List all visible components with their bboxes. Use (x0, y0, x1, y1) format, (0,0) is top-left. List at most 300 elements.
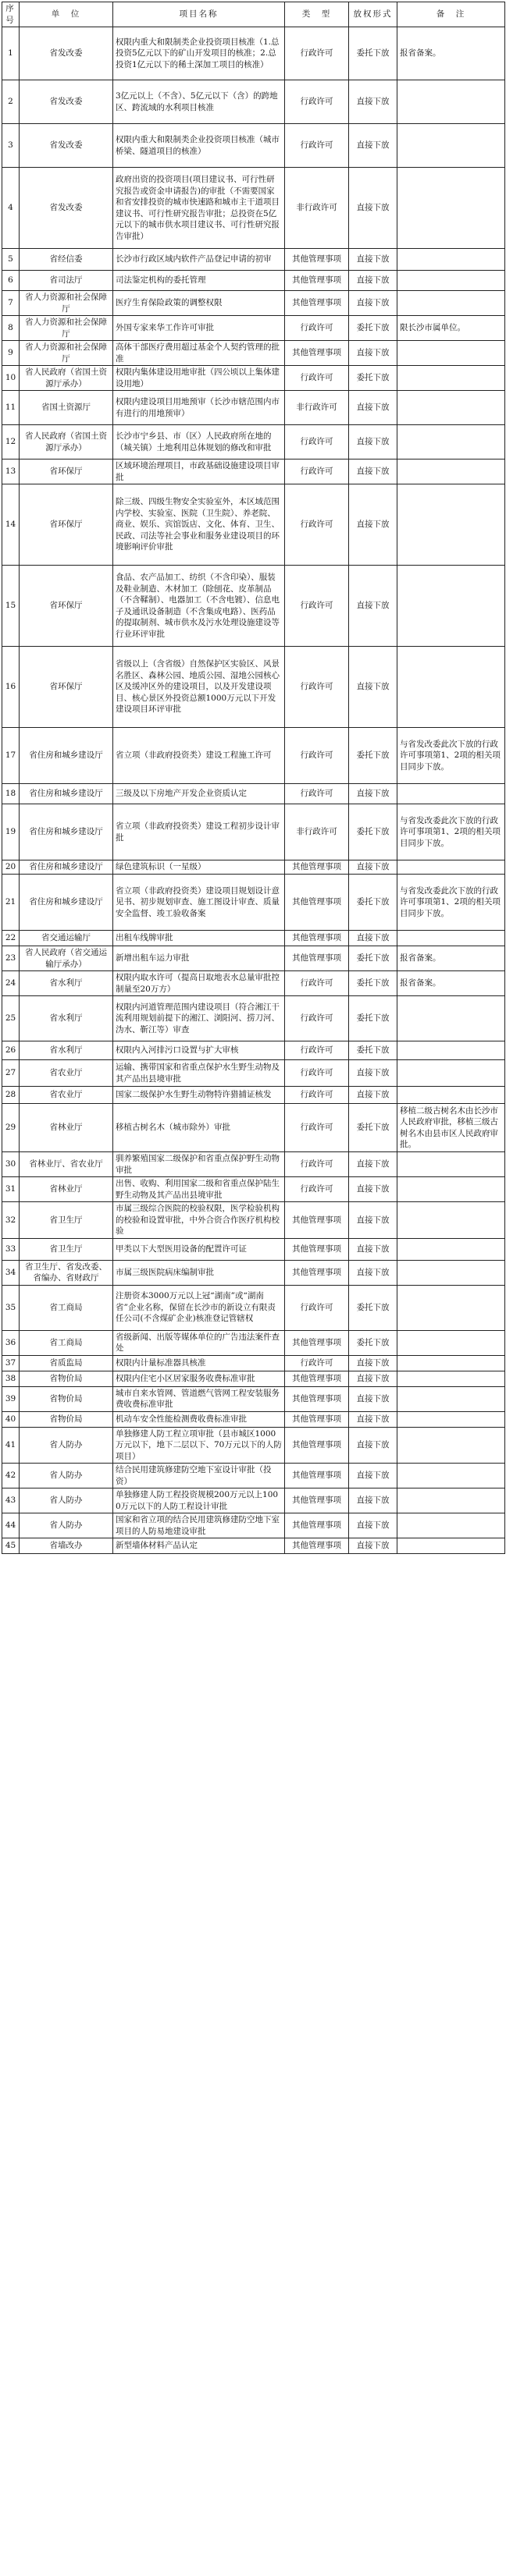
row-item-name: 新增出租车运力审批 (113, 946, 285, 971)
row-number: 11 (2, 391, 20, 425)
row-unit: 省工商局 (20, 1285, 113, 1330)
row-delegation-mode: 直接下放 (349, 1177, 397, 1202)
row-delegation-mode: 直接下放 (349, 249, 397, 271)
row-type: 其他管理事项 (285, 1371, 349, 1386)
table-row (2, 1513, 505, 1538)
table-row (2, 804, 505, 860)
row-note (397, 931, 505, 946)
row-number: 33 (2, 1238, 20, 1260)
row-note (397, 784, 505, 804)
row-item-name: 长沙市行政区域内软件产品登记申请的初审 (113, 249, 285, 271)
row-note (397, 566, 505, 647)
row-type: 其他管理事项 (285, 1464, 349, 1488)
table-row (2, 249, 505, 271)
header-num: 序号 (2, 2, 20, 27)
row-type: 行政许可 (285, 1152, 349, 1177)
row-note (397, 1202, 505, 1239)
row-unit: 省住房和城乡建设厅 (20, 804, 113, 860)
row-unit: 省人民政府（省国土资源厅承办） (20, 425, 113, 459)
row-unit: 省墙改办 (20, 1538, 113, 1554)
row-delegation-mode: 委托下放 (349, 316, 397, 341)
row-type: 行政许可 (285, 27, 349, 80)
row-type: 非行政许可 (285, 391, 349, 425)
row-type: 行政许可 (285, 1060, 349, 1087)
row-item-name: 外国专家来华工作许可审批 (113, 316, 285, 341)
row-type: 行政许可 (285, 1355, 349, 1371)
row-number: 45 (2, 1538, 20, 1554)
row-delegation-mode: 委托下放 (349, 946, 397, 971)
table-row (2, 391, 505, 425)
row-type: 其他管理事项 (285, 931, 349, 946)
row-delegation-mode: 委托下放 (349, 996, 397, 1041)
row-number: 5 (2, 249, 20, 271)
row-number: 1 (2, 27, 20, 80)
row-item-name: 高体干部医疗费用超过基金个人契约管理的批准 (113, 341, 285, 366)
row-number: 19 (2, 804, 20, 860)
row-unit: 省物价局 (20, 1411, 113, 1427)
table-row (2, 271, 505, 291)
row-note: 报省备案。 (397, 946, 505, 971)
row-item-name: 长沙市宁乡县、市（区）人民政府所在地的（城关镇）土地利用总体规划的修改和审批 (113, 425, 285, 459)
row-delegation-mode: 直接下放 (349, 391, 397, 425)
row-note: 与省发改委此次下放的行政许可事项第1、2项的相关项目同步下放。 (397, 875, 505, 931)
row-unit: 省卫生厅 (20, 1202, 113, 1239)
row-item-name: 结合民用建筑修建防空地下室设计审批（投资） (113, 1464, 285, 1488)
table-row (2, 875, 505, 931)
row-number: 12 (2, 425, 20, 459)
row-note (397, 1371, 505, 1386)
row-delegation-mode: 直接下放 (349, 1427, 397, 1464)
row-delegation-mode: 直接下放 (349, 1488, 397, 1513)
row-delegation-mode: 直接下放 (349, 784, 397, 804)
row-number: 27 (2, 1060, 20, 1087)
row-item-name: 机动车安全性能检测费收费标准审批 (113, 1411, 285, 1427)
row-type: 其他管理事项 (285, 1488, 349, 1513)
table-row (2, 484, 505, 566)
table-row (2, 1104, 505, 1152)
table-row (2, 1330, 505, 1355)
row-delegation-mode: 直接下放 (349, 1202, 397, 1239)
row-item-name: 甲类以下大型医用设备的配置许可证 (113, 1238, 285, 1260)
row-unit: 省住房和城乡建设厅 (20, 784, 113, 804)
row-unit: 省卫生厅 (20, 1238, 113, 1260)
row-unit: 省人防办 (20, 1513, 113, 1538)
table-row (2, 1355, 505, 1371)
row-item-name: 注册资本3000万元以上冠“湖南”或“湖南省”企业名称，保留在长沙市的新设立有限责任公司(不含煤矿企业)核准登记管辖权 (113, 1285, 285, 1330)
row-type: 行政许可 (285, 80, 349, 124)
row-number: 26 (2, 1041, 20, 1060)
row-item-name: 三级及以下房地产开发企业资质认定 (113, 784, 285, 804)
row-item-name: 移植古树名木（城市除外）审批 (113, 1104, 285, 1152)
row-delegation-mode: 直接下放 (349, 1538, 397, 1554)
row-note (397, 1513, 505, 1538)
row-unit: 省人防办 (20, 1427, 113, 1464)
row-item-name: 城市自来水管网、管道燃气管网工程安装服务费收费标准审批 (113, 1386, 285, 1411)
table-row (2, 860, 505, 875)
row-number: 24 (2, 971, 20, 996)
row-note (397, 271, 505, 291)
row-type: 行政许可 (285, 728, 349, 784)
row-type: 其他管理事项 (285, 291, 349, 316)
table-row (2, 459, 505, 484)
row-type: 行政许可 (285, 459, 349, 484)
row-note (397, 391, 505, 425)
row-type: 行政许可 (285, 484, 349, 566)
row-note (397, 860, 505, 875)
row-number: 40 (2, 1411, 20, 1427)
row-delegation-mode: 直接下放 (349, 1464, 397, 1488)
row-type: 其他管理事项 (285, 271, 349, 291)
row-type: 行政许可 (285, 124, 349, 168)
row-item-name: 政府出资的投资项目(项目建议书、可行性研究报告或资金申请报告)的审批（不需要国家和省安排投资的城市快速路和城市主干道项目建议书、可行性研究报告审批；总投资在5亿元以下的城市供水项目建议书、可行性研究报告审批） (113, 168, 285, 249)
table-row (2, 1488, 505, 1513)
row-type: 行政许可 (285, 316, 349, 341)
row-note (397, 484, 505, 566)
row-type: 行政许可 (285, 1177, 349, 1202)
row-type: 行政许可 (285, 425, 349, 459)
row-type: 行政许可 (285, 784, 349, 804)
row-item-name: 国家和省立项的结合民用建筑修建防空地下室项目的人防易地建设审批 (113, 1513, 285, 1538)
row-note (397, 1060, 505, 1087)
row-unit: 省农业厅 (20, 1060, 113, 1087)
row-delegation-mode: 委托下放 (349, 1285, 397, 1330)
row-item-name: 省级新闻、出版等媒体单位的广告违法案件查处 (113, 1330, 285, 1355)
row-unit: 省水利厅 (20, 1041, 113, 1060)
row-note (397, 1238, 505, 1260)
table-row (2, 647, 505, 728)
row-note (397, 249, 505, 271)
row-number: 36 (2, 1330, 20, 1355)
row-item-name: 省立项（非政府投资类）建设工程施工许可 (113, 728, 285, 784)
row-unit: 省发改委 (20, 168, 113, 249)
row-number: 3 (2, 124, 20, 168)
row-note: 移植二级古树名木由长沙市人民政府审批，移植三级古树名木由县市区人民政府审批。 (397, 1104, 505, 1152)
row-type: 其他管理事项 (285, 1513, 349, 1538)
row-note (397, 1152, 505, 1177)
row-unit: 省人力资源和社会保障厅 (20, 291, 113, 316)
row-type: 行政许可 (285, 1285, 349, 1330)
row-unit: 省卫生厅、省发改委、省编办、省财政厅 (20, 1260, 113, 1285)
row-item-name: 市属三级综合医院的校验权限，医学检验机构的校验和设置审批，中外合资合作医疗机构校验 (113, 1202, 285, 1239)
table-header-row (2, 2, 505, 27)
row-type: 行政许可 (285, 1087, 349, 1104)
row-delegation-mode: 直接下放 (349, 1238, 397, 1260)
row-item-name: 运输、携带国家和省重点保护水生野生动物及其产品出县境审批 (113, 1060, 285, 1087)
row-item-name: 省立项（非政府投资类）建设工程初步设计审批 (113, 804, 285, 860)
row-note (397, 1041, 505, 1060)
row-item-name: 省立项（非政府投资类）建设项目规划设计意见书、初步规划审查、施工图设计审查、质量安全监督、竣工验收备案 (113, 875, 285, 931)
table-row (2, 341, 505, 366)
table-row (2, 1371, 505, 1386)
row-delegation-mode: 直接下放 (349, 1386, 397, 1411)
row-delegation-mode: 直接下放 (349, 931, 397, 946)
row-item-name: 除三级、四级生物安全实验室外，本区域范围内学校、实验室、医院（卫生院）、养老院、商业、娱乐、宾馆饭店、文化、体育、卫生、民政、司法等社会事业和服务业建设项目的环境影响评价审批 (113, 484, 285, 566)
header-unit: 单 位 (20, 2, 113, 27)
row-item-name: 市属三级医院病床编制审批 (113, 1260, 285, 1285)
row-delegation-mode: 委托下放 (349, 804, 397, 860)
row-unit: 省发改委 (20, 124, 113, 168)
row-unit: 省质监局 (20, 1355, 113, 1371)
row-delegation-mode: 委托下放 (349, 1041, 397, 1060)
row-delegation-mode: 委托下放 (349, 1330, 397, 1355)
row-number: 22 (2, 931, 20, 946)
row-delegation-mode: 委托下放 (349, 875, 397, 931)
row-delegation-mode: 委托下放 (349, 27, 397, 80)
row-unit: 省林业厅、省农业厅 (20, 1152, 113, 1177)
table-row (2, 1538, 505, 1554)
row-unit: 省水利厅 (20, 971, 113, 996)
table-row (2, 1464, 505, 1488)
row-number: 7 (2, 291, 20, 316)
row-delegation-mode: 直接下放 (349, 1087, 397, 1104)
row-number: 15 (2, 566, 20, 647)
row-unit: 省发改委 (20, 80, 113, 124)
row-unit: 省国土资源厅 (20, 391, 113, 425)
row-delegation-mode: 直接下放 (349, 484, 397, 566)
row-item-name: 权限内住宅小区居家服务收费标准审批 (113, 1371, 285, 1386)
row-type: 其他管理事项 (285, 1202, 349, 1239)
row-delegation-mode: 直接下放 (349, 291, 397, 316)
header-note: 备 注 (397, 2, 505, 27)
table-row (2, 784, 505, 804)
table-row (2, 1152, 505, 1177)
table-row (2, 971, 505, 996)
row-number: 23 (2, 946, 20, 971)
table-row (2, 316, 505, 341)
row-unit: 省物价局 (20, 1386, 113, 1411)
row-type: 行政许可 (285, 1041, 349, 1060)
row-delegation-mode: 直接下放 (349, 1411, 397, 1427)
row-delegation-mode: 直接下放 (349, 1060, 397, 1087)
row-number: 21 (2, 875, 20, 931)
table-row (2, 1041, 505, 1060)
row-note (397, 1285, 505, 1330)
row-delegation-mode: 直接下放 (349, 647, 397, 728)
row-unit: 省住房和城乡建设厅 (20, 860, 113, 875)
row-delegation-mode: 直接下放 (349, 1371, 397, 1386)
row-delegation-mode: 委托下放 (349, 728, 397, 784)
table-row (2, 1060, 505, 1087)
row-number: 37 (2, 1355, 20, 1371)
row-unit: 省环保厅 (20, 484, 113, 566)
row-item-name: 国家二级保护水生野生动物特许猎捕证核发 (113, 1087, 285, 1104)
row-note (397, 1386, 505, 1411)
row-item-name: 绿色建筑标识（一星级） (113, 860, 285, 875)
row-type: 行政许可 (285, 1104, 349, 1152)
row-note (397, 996, 505, 1041)
row-type: 行政许可 (285, 971, 349, 996)
row-delegation-mode: 直接下放 (349, 1152, 397, 1177)
row-type: 行政许可 (285, 996, 349, 1041)
row-item-name: 单独修建人防工程立项审批（县市城区1000万元以下，地下二层以下、70万元以下的人防项目） (113, 1427, 285, 1464)
header-mode: 放权形式 (349, 2, 397, 27)
row-unit: 省住房和城乡建设厅 (20, 728, 113, 784)
row-item-name: 驯养繁殖国家二级保护和省重点保护野生动物审批 (113, 1152, 285, 1177)
row-unit: 省司法厅 (20, 271, 113, 291)
row-note: 报省备案。 (397, 971, 505, 996)
row-item-name: 权限内计量标准器具核准 (113, 1355, 285, 1371)
delegation-table (2, 2, 505, 1554)
row-number: 42 (2, 1464, 20, 1488)
row-unit: 省住房和城乡建设厅 (20, 875, 113, 931)
row-note (397, 1330, 505, 1355)
row-delegation-mode: 直接下放 (349, 459, 397, 484)
table-row (2, 946, 505, 971)
row-type: 其他管理事项 (285, 1427, 349, 1464)
row-number: 20 (2, 860, 20, 875)
row-unit: 省交通运输厅 (20, 931, 113, 946)
row-delegation-mode: 直接下放 (349, 341, 397, 366)
row-number: 43 (2, 1488, 20, 1513)
row-note (397, 168, 505, 249)
row-unit: 省环保厅 (20, 566, 113, 647)
row-note (397, 1488, 505, 1513)
row-type: 其他管理事项 (285, 1538, 349, 1554)
row-number: 41 (2, 1427, 20, 1464)
row-note (397, 1411, 505, 1427)
row-delegation-mode: 委托下放 (349, 971, 397, 996)
row-type: 其他管理事项 (285, 341, 349, 366)
row-number: 6 (2, 271, 20, 291)
row-unit: 省水利厅 (20, 996, 113, 1041)
row-number: 8 (2, 316, 20, 341)
row-delegation-mode: 直接下放 (349, 1355, 397, 1371)
table-row (2, 566, 505, 647)
row-unit: 省人防办 (20, 1488, 113, 1513)
row-unit: 省物价局 (20, 1371, 113, 1386)
row-unit: 省人防办 (20, 1464, 113, 1488)
row-number: 29 (2, 1104, 20, 1152)
row-delegation-mode: 直接下放 (349, 124, 397, 168)
row-note: 与省发改委此次下放的行政许可事项第1、2项的相关项目同步下放。 (397, 804, 505, 860)
table-row (2, 728, 505, 784)
row-unit: 省人民政府（省国土资源厅承办） (20, 366, 113, 391)
row-type: 其他管理事项 (285, 875, 349, 931)
row-type: 非行政许可 (285, 168, 349, 249)
table-row (2, 366, 505, 391)
row-number: 17 (2, 728, 20, 784)
table-row (2, 996, 505, 1041)
row-item-name: 食品、农产品加工、纺织（不含印染）、服装及鞋业制造、木材加工（除刨花、皮革制品（不含鞣制）、电器加工（不含电镀）、信息电子及通讯设备制造（不含集成电路）、医药品的提取制剂、城市供水及污水处理设施建设等行业环评审批 (113, 566, 285, 647)
row-note (397, 425, 505, 459)
row-number: 14 (2, 484, 20, 566)
row-delegation-mode: 委托下放 (349, 1104, 397, 1152)
row-number: 18 (2, 784, 20, 804)
table-row (2, 291, 505, 316)
row-item-name: 出租车线牌审批 (113, 931, 285, 946)
row-type: 其他管理事项 (285, 1386, 349, 1411)
row-unit: 省林业厅 (20, 1104, 113, 1152)
row-number: 35 (2, 1285, 20, 1330)
table-row (2, 1177, 505, 1202)
table-row (2, 1427, 505, 1464)
row-type: 行政许可 (285, 566, 349, 647)
row-number: 13 (2, 459, 20, 484)
row-item-name: 权限内重大和限制类企业投资项目核准（1.总投资5亿元以下的矿山开发项目的核准；2.总投资1亿元以下的稀土深加工项目的核准） (113, 27, 285, 80)
row-number: 4 (2, 168, 20, 249)
table-row (2, 124, 505, 168)
row-note: 限长沙市属单位。 (397, 316, 505, 341)
row-note: 与省发改委此次下放的行政许可事项第1、2项的相关项目同步下放。 (397, 728, 505, 784)
row-note (397, 341, 505, 366)
row-item-name: 司法鉴定机构的委托管理 (113, 271, 285, 291)
header-name: 项目名称 (113, 2, 285, 27)
row-note (397, 1464, 505, 1488)
row-delegation-mode: 直接下放 (349, 271, 397, 291)
row-note (397, 1538, 505, 1554)
row-item-name: 3亿元以上（不含）、5亿元以下（含）的跨地区、跨流域的水利项目核准 (113, 80, 285, 124)
table-row (2, 1087, 505, 1104)
row-type: 其他管理事项 (285, 1330, 349, 1355)
row-unit: 省环保厅 (20, 459, 113, 484)
row-delegation-mode: 直接下放 (349, 425, 397, 459)
row-note (397, 366, 505, 391)
row-note (397, 80, 505, 124)
row-delegation-mode: 委托下放 (349, 366, 397, 391)
row-type: 行政许可 (285, 647, 349, 728)
row-number: 2 (2, 80, 20, 124)
row-number: 9 (2, 341, 20, 366)
row-item-name: 单独修建人防工程投资规模200万元以上1000万元以下的人防工程设计审批 (113, 1488, 285, 1513)
row-unit: 省发改委 (20, 27, 113, 80)
row-number: 44 (2, 1513, 20, 1538)
row-unit: 省林业厅 (20, 1177, 113, 1202)
row-note: 报省备案。 (397, 27, 505, 80)
table-row (2, 1202, 505, 1239)
table-row (2, 931, 505, 946)
row-delegation-mode: 直接下放 (349, 80, 397, 124)
row-note (397, 1177, 505, 1202)
row-type: 其他管理事项 (285, 1260, 349, 1285)
table-row (2, 1260, 505, 1285)
row-note (397, 459, 505, 484)
row-type: 其他管理事项 (285, 1238, 349, 1260)
table-row (2, 80, 505, 124)
row-number: 39 (2, 1386, 20, 1411)
row-number: 34 (2, 1260, 20, 1285)
row-note (397, 291, 505, 316)
table-row (2, 27, 505, 80)
row-delegation-mode: 直接下放 (349, 566, 397, 647)
row-note (397, 1427, 505, 1464)
row-item-name: 出售、收购、利用国家二级和省重点保护陆生野生动物及其产品出县境审批 (113, 1177, 285, 1202)
row-note (397, 124, 505, 168)
row-number: 16 (2, 647, 20, 728)
row-delegation-mode: 直接下放 (349, 1513, 397, 1538)
row-note (397, 1260, 505, 1285)
row-type: 其他管理事项 (285, 1411, 349, 1427)
row-item-name: 权限内取水许可（提高日取地表水总量审批控制量至20万方） (113, 971, 285, 996)
row-item-name: 医疗生育保险政策的调整权限 (113, 291, 285, 316)
row-number: 32 (2, 1202, 20, 1239)
row-item-name: 新型墙体材料产品认定 (113, 1538, 285, 1554)
row-type: 非行政许可 (285, 804, 349, 860)
row-delegation-mode: 直接下放 (349, 860, 397, 875)
table-row (2, 425, 505, 459)
row-item-name: 权限内入河排污口设置与扩大审核 (113, 1041, 285, 1060)
row-number: 25 (2, 996, 20, 1041)
table-row (2, 168, 505, 249)
row-unit: 省人民政府（省交通运输厅承办） (20, 946, 113, 971)
row-number: 10 (2, 366, 20, 391)
row-unit: 省环保厅 (20, 647, 113, 728)
table-row (2, 1285, 505, 1330)
row-unit: 省工商局 (20, 1330, 113, 1355)
row-unit: 省经信委 (20, 249, 113, 271)
row-number: 28 (2, 1087, 20, 1104)
row-number: 31 (2, 1177, 20, 1202)
row-unit: 省人力资源和社会保障厅 (20, 341, 113, 366)
